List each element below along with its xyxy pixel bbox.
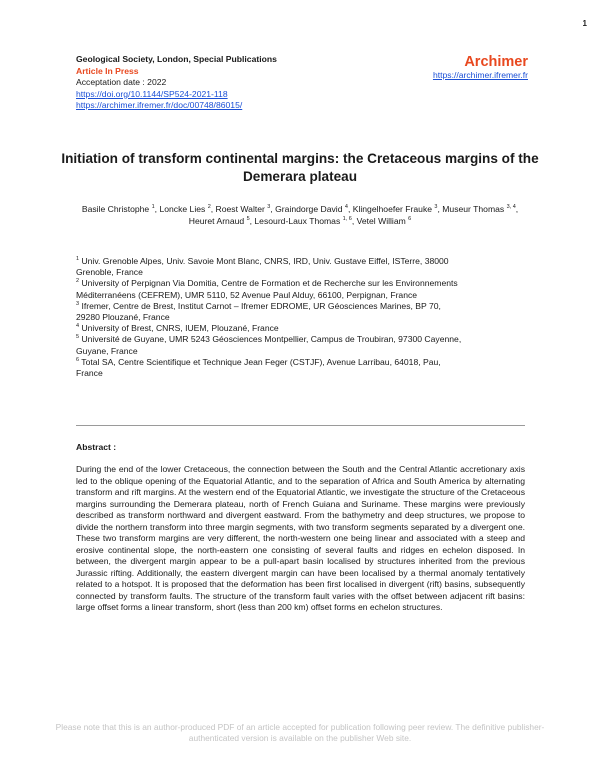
author-affiliation-marker: 3 bbox=[434, 204, 438, 211]
article-status: Article In Press bbox=[76, 65, 139, 76]
archimer-header bbox=[433, 54, 528, 81]
affiliation-item bbox=[76, 256, 466, 278]
archimer-link[interactable]: https://archimer.ifremer.fr bbox=[432, 70, 528, 80]
author-name: Museur Thomas bbox=[442, 204, 507, 214]
affiliation-text: University of Brest, CNRS, IUEM, Plouzané, France bbox=[79, 323, 279, 334]
author-name: Klingelhoefer Frauke bbox=[352, 204, 435, 214]
acceptation-date: Acceptation date : 2022 bbox=[76, 77, 167, 87]
affiliation-list bbox=[76, 256, 466, 379]
affiliation-marker: 3 bbox=[76, 300, 80, 307]
affiliation-item bbox=[76, 334, 466, 356]
author-affiliation-marker: 3 bbox=[267, 204, 271, 211]
author-name: Heuret Arnaud bbox=[188, 215, 247, 226]
affiliation-marker: 5 bbox=[76, 334, 80, 341]
affiliation-marker: 1 bbox=[76, 256, 80, 263]
affiliation-marker: 2 bbox=[76, 278, 80, 285]
author-affiliation-marker: 1 bbox=[151, 204, 155, 211]
affiliation-item bbox=[76, 278, 466, 300]
author-affiliation-marker: 4 bbox=[344, 204, 348, 211]
archive-link[interactable]: https://archimer.ifremer.fr/doc/00748/86015/ bbox=[76, 100, 243, 110]
affiliation-text: University of Perpignan Via Domitia, Centre de Formation et de Recherche sur les Environnements Méditerranéens (CEFREM), UMR 5110, 52 Avenue Paul Alduy, 66100, Perpignan, France bbox=[76, 278, 458, 300]
author-affiliation-marker: 2 bbox=[207, 204, 211, 211]
affiliation-text: Ifremer, Centre de Brest, Institut Carnot – Ifremer EDROME, UR Géosciences Marines, BP 70, 29280 Plouzané, France bbox=[76, 300, 441, 323]
affiliation-text: Total SA, Centre Scientifique et Technique Jean Feger (CSTJF), Avenue Larribau, 64018, Pau, France bbox=[76, 356, 441, 379]
affiliation-item bbox=[76, 301, 466, 323]
page-number: 1 bbox=[582, 19, 587, 28]
affiliation-item bbox=[76, 357, 466, 379]
author-name: Lesourd-Laux Thomas bbox=[254, 215, 343, 226]
journal-header bbox=[76, 54, 277, 112]
author-name: Loncke Lies bbox=[159, 204, 208, 214]
paper-title: Initiation of transform continental margins: the Cretaceous margins of the Demerara plateau bbox=[61, 151, 539, 184]
author-name: Vetel William bbox=[356, 215, 409, 226]
affiliation-text: Univ. Grenoble Alpes, Univ. Savoie Mont Blanc, CNRS, IRD, Univ. Gustave Eiffel, ISTerre, 38000 Grenoble, France bbox=[76, 256, 449, 278]
author-affiliation-marker: 1, 6 bbox=[342, 215, 352, 222]
affiliation-item bbox=[76, 323, 466, 334]
affiliation-text: Université de Guyane, UMR 5243 Géosciences Montpellier, Campus de Troubiran, 97300 Cayenne, Guyane, France bbox=[76, 334, 462, 356]
affiliation-marker: 6 bbox=[76, 356, 80, 363]
archimer-logo: Archimer bbox=[464, 54, 528, 70]
author-name: Graindorge David bbox=[275, 204, 345, 214]
abstract-heading: Abstract : bbox=[76, 442, 117, 452]
author-affiliation-marker: 5 bbox=[246, 215, 250, 222]
journal-name: Geological Society, London, Special Publications bbox=[76, 54, 277, 64]
abstract-text: During the end of the lower Cretaceous, the connection between the South and the Central Atlantic accretionary axis led to the oblique opening of the Equatorial Atlantic, and to the separation of Africa and South America by alternating transform and rift margins. At the western end of the Equatorial Atlantic, we investigate the structure of the Cretaceous margins surrounding the Demerara plateau, north of French Guiana and Suriname. These margins were previously described as transform northward and divergent eastward. From the bathymetry and deep structures, we propose to divide the northern transform into three margin segments, with two transform segments separated by a divergent one. These two transform margins are very different, the north-western one being linear and associated with a steep and erosive continental slope, the north-eastern one consisting of several faults and ridges en echelon disposed. In between, the divergent margin appear to be a pull-apart basin localised by structures inherited from the previous Jurassic rifting. Additionally, the eastern divergent margin can have been localised by a thermal anomaly tentatively related to a hotspot. It is proposed that the deformation has been first localised in divergent (rift) basins, subsequently connected by transform faults. The structure of the transform fault varies with the offset between adjacent rift basins: large offset forms a linear transform, short (less than 200 km) offset forms en echelon structures. bbox=[76, 464, 525, 612]
author-affiliation-marker: 6 bbox=[408, 215, 412, 222]
affiliation-marker: 4 bbox=[76, 323, 80, 330]
footer-note: Please note that this is an author-produced PDF of an article accepted for publication following peer review. The definitive publisher-authenticated version is available on the publisher Web site. bbox=[55, 722, 545, 743]
doi-link[interactable]: https://doi.org/10.1144/SP524-2021-118 bbox=[76, 88, 228, 99]
section-divider bbox=[76, 425, 525, 426]
author-name: Basile Christophe bbox=[81, 204, 152, 214]
author-list: Basile Christophe $^1$, Loncke Lies $^2$, Roest Walter $^3$, Graindorge David $^4$, Klingelhoefer Frauke $^3$, Museur Thomas $^{3, 4}$, Heuret Arnaud $^5$, Lesourd-Laux Thomas $^{1, 6}$, Vetel William $^6$ bbox=[81, 204, 519, 226]
author-affiliation-marker: 3, 4 bbox=[506, 204, 516, 211]
author-name: Roest Walter bbox=[215, 204, 268, 214]
